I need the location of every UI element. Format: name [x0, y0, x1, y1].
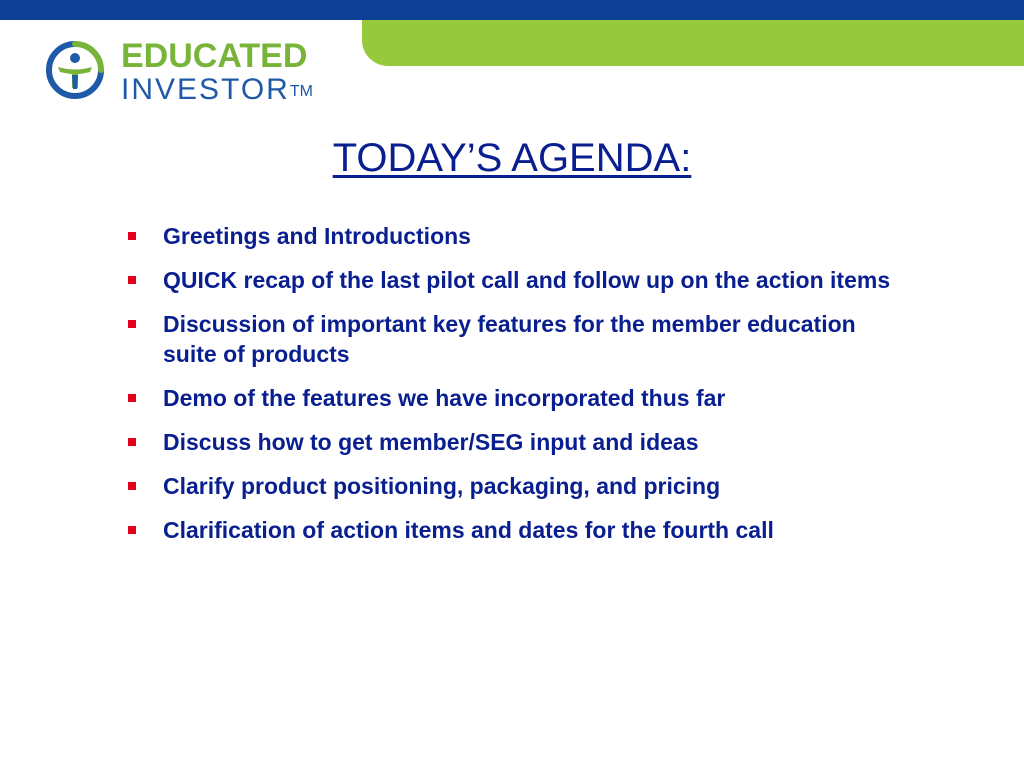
bullet-icon [128, 394, 136, 402]
bullet-icon [128, 232, 136, 240]
logo-wordmark-investor-text: INVESTOR [121, 73, 290, 106]
top-header-bar [0, 0, 1024, 20]
agenda-item-text: QUICK recap of the last pilot call and follow up on the action items [163, 267, 891, 293]
agenda-item-text: Greetings and Introductions [163, 223, 471, 249]
agenda-item-text: Clarify product positioning, packaging, and pricing [163, 473, 721, 499]
agenda-item-text: Discussion of important key features for the member education suite of products [163, 311, 856, 367]
bullet-icon [128, 320, 136, 328]
trademark-symbol: TM [289, 83, 313, 100]
agenda-list [127, 221, 907, 559]
agenda-item [127, 221, 907, 251]
person-circle-logo-icon [44, 39, 106, 101]
agenda-item-text: Demo of the features we have incorporated thus far [163, 385, 726, 411]
agenda-item [127, 383, 907, 413]
bullet-icon [128, 438, 136, 446]
slide-title: TODAY’S AGENDA: [332, 136, 692, 180]
bullet-icon [128, 276, 136, 284]
agenda-item [127, 515, 907, 545]
header-accent-band [362, 20, 1024, 66]
agenda-item [127, 309, 907, 369]
logo-wordmark-investor [121, 74, 313, 106]
agenda-item [127, 427, 907, 457]
bullet-icon [128, 482, 136, 490]
agenda-item-text: Clarification of action items and dates for the fourth call [163, 517, 774, 543]
educated-investor-logo [44, 36, 344, 110]
agenda-item-text: Discuss how to get member/SEG input and ideas [163, 429, 699, 455]
logo-wordmark-educated: EDUCATED [121, 37, 308, 75]
bullet-icon [128, 526, 136, 534]
agenda-item [127, 471, 907, 501]
agenda-item [127, 265, 907, 295]
